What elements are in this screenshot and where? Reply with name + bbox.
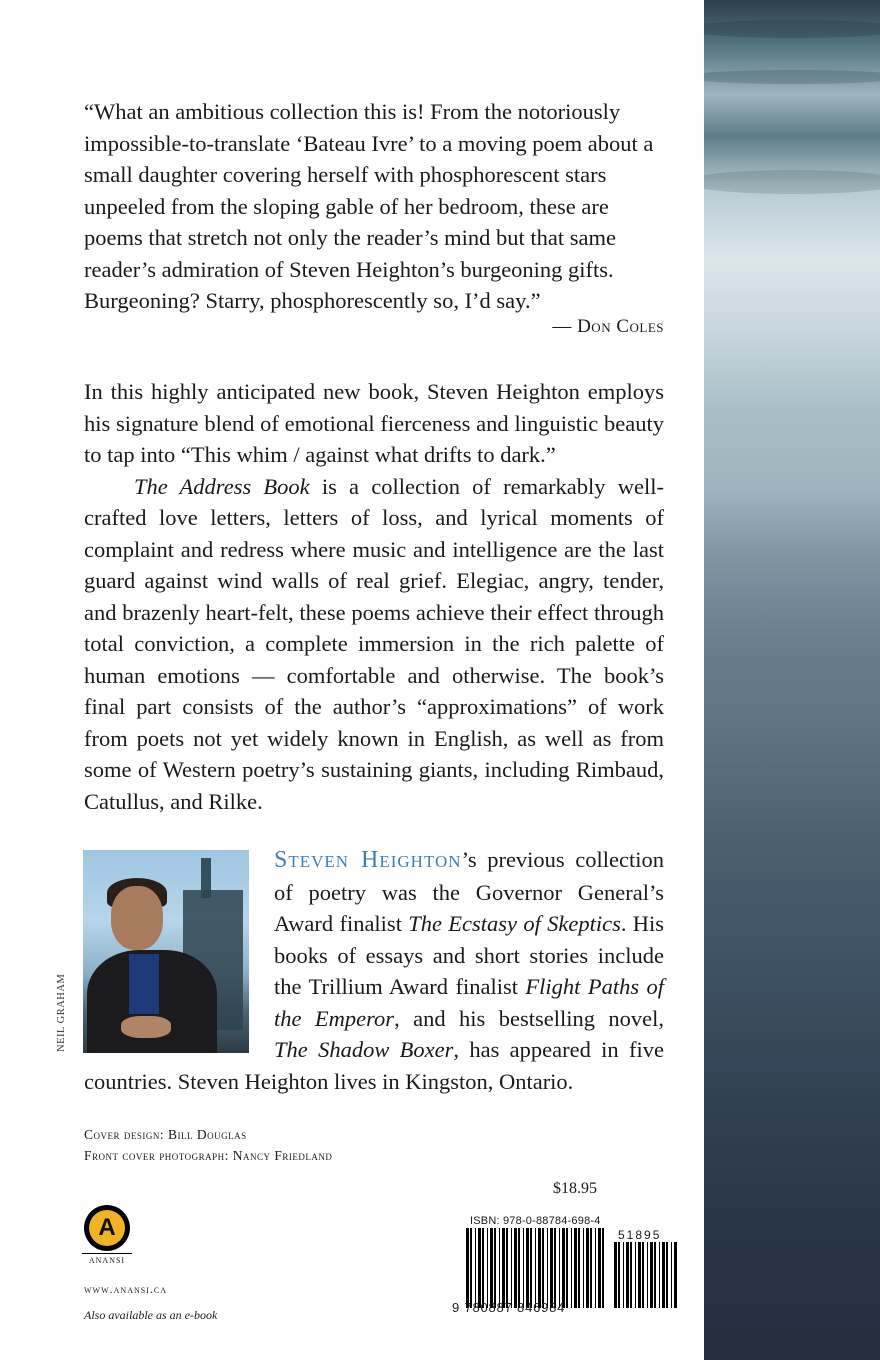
bio-text-3: , and his bestselling novel, [394, 1005, 664, 1031]
barcode-bar [595, 1228, 596, 1308]
dark-streak [704, 70, 880, 84]
logo-circle [84, 1205, 130, 1251]
barcode-bar [550, 1228, 553, 1308]
barcode-bar [574, 1228, 577, 1308]
dark-streak [704, 20, 880, 38]
barcode-bar [466, 1228, 469, 1308]
barcode-bar [654, 1242, 656, 1308]
barcode-bar [674, 1242, 677, 1308]
publisher-name: ANANSI [82, 1253, 132, 1265]
barcode-bar [514, 1228, 517, 1308]
barcode-bar [518, 1228, 520, 1308]
author-possessive: ’s [461, 847, 477, 872]
barcode-bar [638, 1242, 641, 1308]
bio-text-1: previous collection of poetry was the Governor General’s Award finalist [274, 847, 664, 936]
barcode-bar [562, 1228, 565, 1308]
barcode-bar [511, 1228, 512, 1308]
barcode-bar [526, 1228, 529, 1308]
barcode-bar [630, 1242, 632, 1308]
barcode-bar [499, 1228, 500, 1308]
publisher-logo [82, 1205, 132, 1265]
barcode-bar [566, 1228, 568, 1308]
barcode-bar [578, 1228, 580, 1308]
photo-credit: NEIL GRAHAM [56, 973, 67, 1052]
barcode-bar [538, 1228, 541, 1308]
barcode-bar [650, 1242, 653, 1308]
author-name: Steven Heighton [274, 847, 462, 873]
barcode-bar [635, 1242, 636, 1308]
bio-text-2: . His books of essays and short stories include the Trillium Award finalist [274, 911, 665, 999]
barcode-bar [659, 1242, 660, 1308]
barcode-bar [618, 1242, 620, 1308]
cover-photo-strip [704, 0, 880, 1360]
description-paragraph-2 [84, 471, 664, 818]
supplement-digits: 51895 [618, 1228, 662, 1242]
barcode-bar [535, 1228, 536, 1308]
publisher-website[interactable]: www.anansi.ca [84, 1282, 167, 1296]
barcode-bar [523, 1228, 524, 1308]
isbn-label: ISBN: 978-0-88784-698-4 [470, 1215, 601, 1227]
barcode-bar [478, 1228, 481, 1308]
barcode-bar [470, 1228, 472, 1308]
barcode-bar [590, 1228, 592, 1308]
description-paragraph-2-text: is a collection of remarkably well-crafted love letters, letters of loss, and lyrical moments of complaint and redress where music and intelligence are the last guard against wind walls of real grief. Elegiac, angry, tender, and brazenly heart-felt, these poems achieve their effect through total conviction, a complete immersion in the rich palette of human emotions — comfortable and otherwise. The book’s final part consists of the author’s “approximations” of work from poets not yet widely known in English, as well as from some of Western poetry’s sustaining giants, including Rimbaud, Catullus, and Rilke. [84, 473, 664, 814]
logo-letter: A [89, 1210, 125, 1246]
barcode-bar [494, 1228, 496, 1308]
book-title-3: The Shadow Boxer [274, 1037, 454, 1062]
barcode-bar [623, 1242, 624, 1308]
barcode-bar [547, 1228, 548, 1308]
design-credits [84, 1124, 332, 1166]
barcode-bar [642, 1242, 644, 1308]
author-bio [84, 844, 664, 1097]
barcode-bar [542, 1228, 544, 1308]
book-description [84, 376, 664, 817]
barcode-bar [598, 1228, 601, 1308]
cover-design-credit: Cover design: Bill Douglas [84, 1127, 247, 1142]
barcode-bar [647, 1242, 648, 1308]
book-title-1: The Ecstasy of Skeptics [408, 911, 621, 936]
ebook-note: Also available as an e-book [84, 1308, 218, 1322]
barcode-bar [671, 1242, 672, 1308]
barcode-bar [614, 1242, 617, 1308]
book-title-2: Flight Paths of the Emperor [274, 974, 665, 1031]
quote-attribution: — Don Coles [552, 316, 664, 337]
bio-text-4: , has appeared in five countries. Steven Heighton lives in Kingston, Ontario. [84, 1037, 664, 1094]
ean-digits: 9 780887 846984 [452, 1300, 566, 1315]
photo-spacer [84, 844, 274, 1064]
barcode-bar [583, 1228, 584, 1308]
barcode-bar [666, 1242, 668, 1308]
barcode-bar [487, 1228, 488, 1308]
barcode-bar [626, 1242, 629, 1308]
supplement-barcode [613, 1242, 678, 1308]
barcode-bar [559, 1228, 560, 1308]
barcode-bar [571, 1228, 572, 1308]
barcode-bar [475, 1228, 476, 1308]
barcode-bar [506, 1228, 508, 1308]
description-paragraph-1: In this highly anticipated new book, Steven Heighton employs his signature blend of emotional fierceness and linguistic beauty to tap into “This whim / against what drifts to dark.” [84, 379, 664, 467]
barcode-bar [502, 1228, 505, 1308]
endorsement-quote: “What an ambitious collection this is! From the notoriously impossible-to-translate ‘Bateau Ivre’ to a moving poem about a small daughter covering herself with phosphorescent stars unpeeled from the sloping gable of her bedroom, these are poems that stretch not only the reader’s mind but that same reader’s admiration of Steven Heighton’s burgeoning gifts. Burgeoning? Starry, phosphorescently so, I’d say.” [84, 99, 654, 313]
ean-barcode [465, 1228, 605, 1308]
cover-photo-credit: Front cover photograph: Nancy Friedland [84, 1148, 333, 1163]
barcode-bar [554, 1228, 556, 1308]
price: $18.95 [553, 1180, 597, 1197]
book-title: The Address Book [134, 473, 310, 499]
barcode-bar [490, 1228, 493, 1308]
barcode-bar [530, 1228, 532, 1308]
barcode-bar [482, 1228, 484, 1308]
barcode-bar [602, 1228, 604, 1308]
barcode-bar [586, 1228, 589, 1308]
barcode-bar [662, 1242, 665, 1308]
dark-streak [704, 170, 880, 194]
